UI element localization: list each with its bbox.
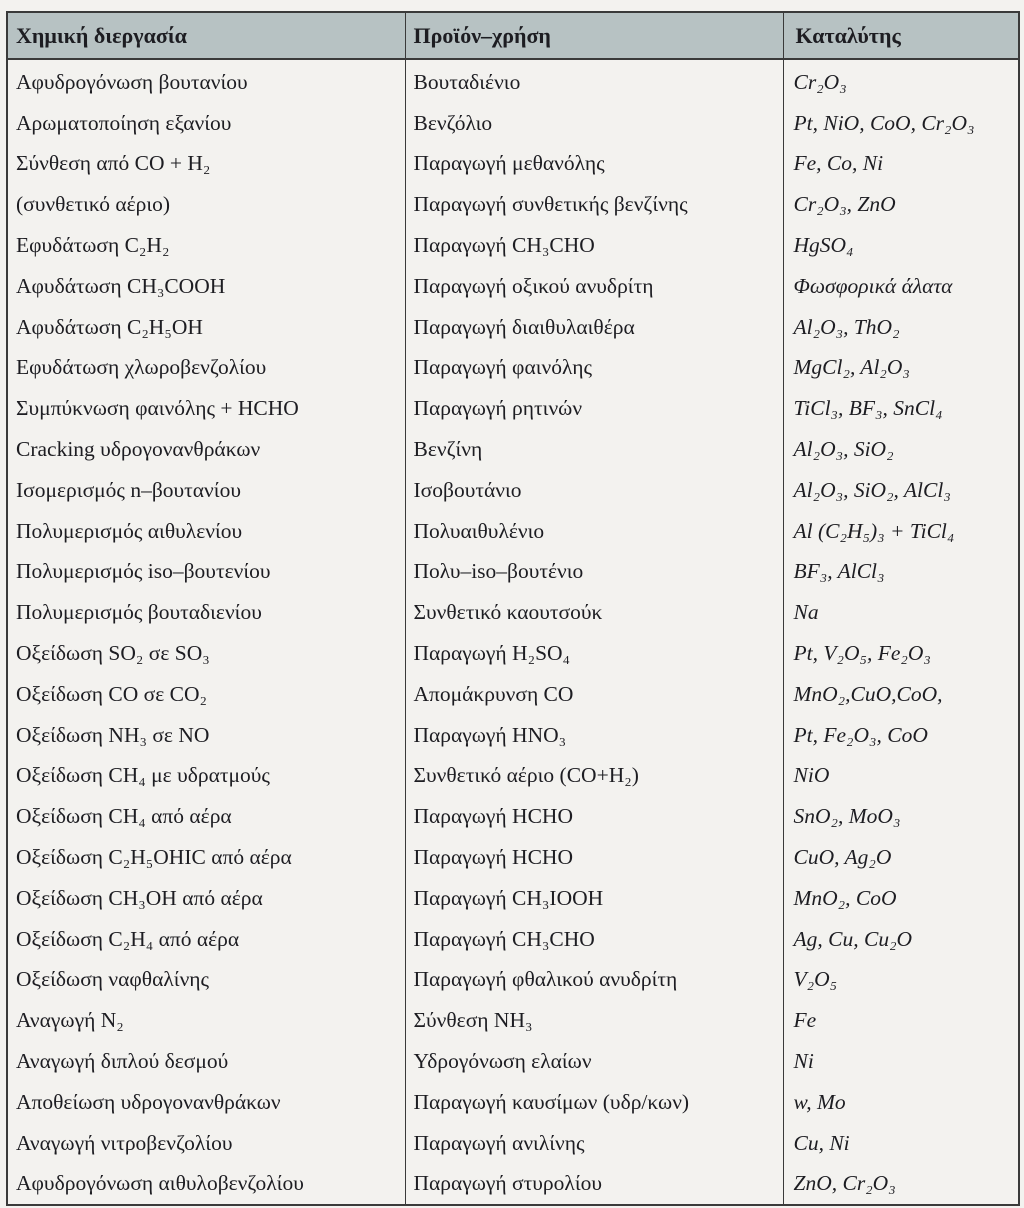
catalyst-cell: Al₂O₃, SiO₂ — [783, 429, 1019, 470]
product-use-cell: Συνθετικό αέριο (CO+H₂) — [405, 756, 783, 797]
catalyst-cell: Φωσφορικά άλατα — [783, 266, 1019, 307]
process-cell: Συμπύκνωση φαινόλης + HCHO — [7, 388, 405, 429]
process-cell: Cracking υδρογονανθράκων — [7, 429, 405, 470]
table-row — [7, 388, 1019, 429]
catalyst-cell: MnO₂, CoO — [783, 878, 1019, 919]
process-cell: Οξείδωση NH₃ σε NO — [7, 715, 405, 756]
table-row — [7, 511, 1019, 552]
catalyst-cell: MgCl₂, Al₂O₃ — [783, 348, 1019, 389]
catalyst-cell: Fe, Co, Ni — [783, 144, 1019, 185]
process-cell: Οξείδωση CO σε CO₂ — [7, 674, 405, 715]
product-use-cell: Παραγωγή HCHO — [405, 796, 783, 837]
header-product-use: Προϊόν–χρήση — [405, 12, 783, 59]
product-use-cell: Συνθετικό καουτσούκ — [405, 592, 783, 633]
table-row — [7, 1041, 1019, 1082]
header-catalyst: Καταλύτης — [783, 12, 1019, 59]
product-use-cell: Βενζόλιο — [405, 103, 783, 144]
table-row — [7, 1000, 1019, 1041]
process-cell: Αναγωγή διπλού δεσμού — [7, 1041, 405, 1082]
product-use-cell: Παραγωγή CH₃IOOH — [405, 878, 783, 919]
catalyst-cell: MnO₂,CuO,CoO, — [783, 674, 1019, 715]
header-row — [7, 12, 1019, 59]
product-use-cell: Παραγωγή φθαλικού ανυδρίτη — [405, 960, 783, 1001]
process-cell: Σύνθεση από CO + H₂ — [7, 144, 405, 185]
process-cell: Οξείδωση C₂H₅OHIC από αέρα — [7, 837, 405, 878]
table-row — [7, 960, 1019, 1001]
product-use-cell: Παραγωγή μεθανόλης — [405, 144, 783, 185]
process-cell: Ισομερισμός n–βουτανίου — [7, 470, 405, 511]
table-row — [7, 756, 1019, 797]
table-row — [7, 266, 1019, 307]
table-row — [7, 429, 1019, 470]
table-row — [7, 59, 1019, 103]
process-cell: Οξείδωση SO₂ σε SO₃ — [7, 633, 405, 674]
table-row — [7, 1123, 1019, 1164]
catalyst-cell: w, Mo — [783, 1082, 1019, 1123]
process-cell: Οξείδωση ναφθαλίνης — [7, 960, 405, 1001]
table-row — [7, 552, 1019, 593]
table-row — [7, 307, 1019, 348]
process-cell: Αφυδάτωση C₂H₅OH — [7, 307, 405, 348]
product-use-cell: Βουταδιένιο — [405, 59, 783, 103]
catalyst-cell: ZnO, Cr₂O₃ — [783, 1164, 1019, 1206]
catalyst-cell: Al₂O₃, ThO₂ — [783, 307, 1019, 348]
catalyst-cell: Na — [783, 592, 1019, 633]
product-use-cell: Παραγωγή HNO₃ — [405, 715, 783, 756]
catalyst-cell: Cu, Ni — [783, 1123, 1019, 1164]
catalyst-cell: HgSO₄ — [783, 225, 1019, 266]
table-body — [7, 59, 1019, 1205]
table-row — [7, 674, 1019, 715]
catalyst-table — [6, 11, 1020, 1206]
catalyst-cell: Al (C₂H₅)₃ + TiCl₄ — [783, 511, 1019, 552]
table-row — [7, 348, 1019, 389]
catalyst-cell: TiCl₃, BF₃, SnCl₄ — [783, 388, 1019, 429]
product-use-cell: Πολυαιθυλένιο — [405, 511, 783, 552]
table-row — [7, 1082, 1019, 1123]
catalyst-cell: CuO, Ag₂O — [783, 837, 1019, 878]
product-use-cell: Απομάκρυνση CO — [405, 674, 783, 715]
header-process: Χημική διεργασία — [7, 12, 405, 59]
product-use-cell: Ισοβουτάνιο — [405, 470, 783, 511]
process-cell: Οξείδωση CH₄ από αέρα — [7, 796, 405, 837]
process-cell: Εφυδάτωση χλωροβενζολίου — [7, 348, 405, 389]
table-row — [7, 837, 1019, 878]
table-row — [7, 184, 1019, 225]
product-use-cell: Παραγωγή ρητινών — [405, 388, 783, 429]
catalyst-cell: NiO — [783, 756, 1019, 797]
table-row — [7, 470, 1019, 511]
catalyst-cell: Ni — [783, 1041, 1019, 1082]
product-use-cell: Παραγωγή HCHO — [405, 837, 783, 878]
table-row — [7, 919, 1019, 960]
table-row — [7, 878, 1019, 919]
process-cell: Αρωματοποίηση εξανίου — [7, 103, 405, 144]
product-use-cell: Παραγωγή συνθετικής βενζίνης — [405, 184, 783, 225]
product-use-cell: Παραγωγή CH₃CHO — [405, 919, 783, 960]
catalyst-cell: Pt, V₂O₅, Fe₂O₃ — [783, 633, 1019, 674]
catalyst-cell: Ag, Cu, Cu₂O — [783, 919, 1019, 960]
table-header — [7, 12, 1019, 59]
table-row — [7, 592, 1019, 633]
process-cell: Πολυμερισμός βουταδιενίου — [7, 592, 405, 633]
process-cell: Οξείδωση CH₃OH από αέρα — [7, 878, 405, 919]
table-row — [7, 633, 1019, 674]
process-cell: Αποθείωση υδρογονανθράκων — [7, 1082, 405, 1123]
process-cell: Αναγωγή νιτροβενζολίου — [7, 1123, 405, 1164]
product-use-cell: Παραγωγή στυρολίου — [405, 1164, 783, 1206]
product-use-cell: Παραγωγή καυσίμων (υδρ/κων) — [405, 1082, 783, 1123]
table-row — [7, 715, 1019, 756]
process-cell: Οξείδωση C₂H₄ από αέρα — [7, 919, 405, 960]
process-cell: Οξείδωση CH₄ με υδρατμούς — [7, 756, 405, 797]
product-use-cell: Υδρογόνωση ελαίων — [405, 1041, 783, 1082]
table-row — [7, 796, 1019, 837]
table-row — [7, 225, 1019, 266]
product-use-cell: Βενζίνη — [405, 429, 783, 470]
catalyst-cell: V₂O₅ — [783, 960, 1019, 1001]
product-use-cell: Παραγωγή διαιθυλαιθέρα — [405, 307, 783, 348]
product-use-cell: Παραγωγή φαινόλης — [405, 348, 783, 389]
catalyst-cell: Pt, NiO, CoO, Cr₂O₃ — [783, 103, 1019, 144]
catalyst-cell: SnO₂, MoO₃ — [783, 796, 1019, 837]
table-row — [7, 103, 1019, 144]
catalyst-cell: Cr₂O₃, ZnO — [783, 184, 1019, 225]
catalyst-cell: Al₂O₃, SiO₂, AlCl₃ — [783, 470, 1019, 511]
product-use-cell: Παραγωγή H₂SO₄ — [405, 633, 783, 674]
process-cell: Εφυδάτωση C₂H₂ — [7, 225, 405, 266]
process-cell: (συνθετικό αέριο) — [7, 184, 405, 225]
catalyst-cell: Fe — [783, 1000, 1019, 1041]
product-use-cell: Παραγωγή CH₃CHO — [405, 225, 783, 266]
product-use-cell: Παραγωγή ανιλίνης — [405, 1123, 783, 1164]
process-cell: Αφυδρογόνωση βουτανίου — [7, 59, 405, 103]
catalyst-cell: Cr₂O₃ — [783, 59, 1019, 103]
process-cell: Αφυδάτωση CH₃COOH — [7, 266, 405, 307]
product-use-cell: Πολυ–iso–βουτένιο — [405, 552, 783, 593]
catalyst-cell: BF₃, AlCl₃ — [783, 552, 1019, 593]
process-cell: Πολυμερισμός αιθυλενίου — [7, 511, 405, 552]
catalyst-cell: Pt, Fe₂O₃, CoO — [783, 715, 1019, 756]
process-cell: Πολυμερισμός iso–βουτενίου — [7, 552, 405, 593]
product-use-cell: Σύνθεση NH₃ — [405, 1000, 783, 1041]
process-cell: Αφυδρογόνωση αιθυλοβενζολίου — [7, 1164, 405, 1206]
process-cell: Αναγωγή N₂ — [7, 1000, 405, 1041]
table-row — [7, 144, 1019, 185]
product-use-cell: Παραγωγή οξικού ανυδρίτη — [405, 266, 783, 307]
table-row — [7, 1164, 1019, 1206]
